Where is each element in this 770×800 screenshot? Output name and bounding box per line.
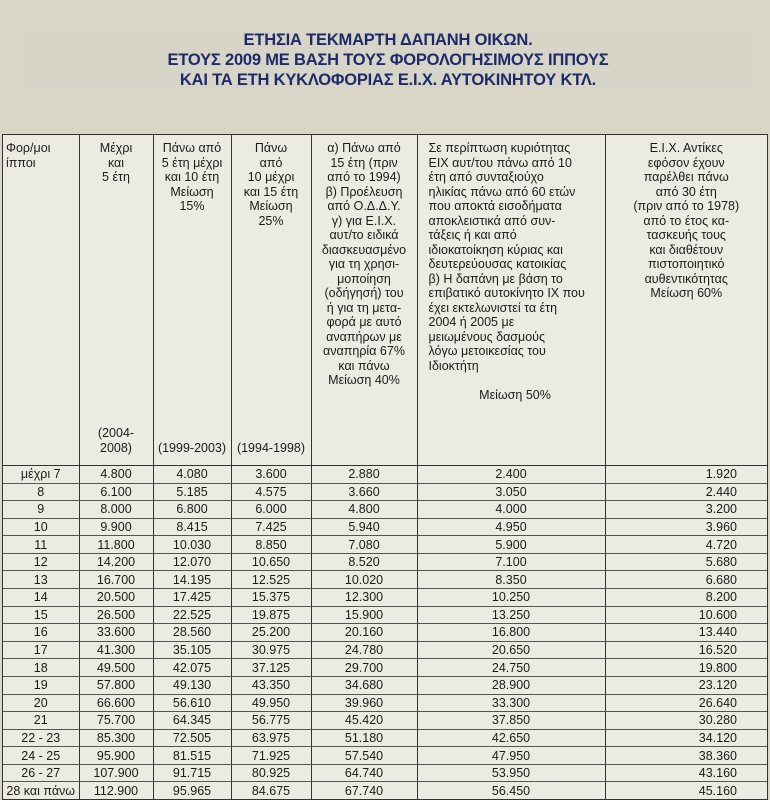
header-line: Ε.Ι.Χ. Αντίκες — [649, 141, 723, 155]
table-row — [3, 501, 767, 519]
value-cell: 34.120 — [605, 729, 767, 747]
value-cell: 57.800 — [79, 676, 153, 694]
value-cell: 64.345 — [153, 712, 231, 730]
value-cell: 33.300 — [417, 694, 605, 712]
horsepower-cell: 14 — [3, 589, 79, 607]
header-line: και πάνω — [338, 358, 390, 373]
value-cell: 24.780 — [311, 641, 417, 659]
header-line: παρέλθει πάνω — [643, 170, 729, 184]
value-cell: 56.775 — [231, 712, 311, 730]
table-row — [3, 483, 767, 501]
horsepower-cell: 21 — [3, 712, 79, 730]
value-cell: 12.525 — [231, 571, 311, 589]
header-line: και διαθέτουν — [649, 242, 724, 257]
header-line: Σε περίπτωση κυριότητας — [428, 141, 571, 155]
value-cell: 63.975 — [231, 729, 311, 747]
value-cell: 10.020 — [311, 571, 417, 589]
table-row — [3, 641, 767, 659]
header-line: Μέχρι — [99, 141, 133, 155]
header-line: β) Προέλευση — [325, 184, 403, 199]
value-cell: 16.700 — [79, 571, 153, 589]
value-cell: 15.375 — [231, 589, 311, 607]
horsepower-cell: 8 — [3, 483, 79, 501]
header-line: ηλικίας πάνω από 60 ετών — [428, 184, 576, 199]
value-cell: 4.720 — [605, 536, 767, 554]
horsepower-cell: 17 — [3, 641, 79, 659]
header-line: 15 έτη (πριν — [330, 155, 398, 170]
title-line-3: ΚΑΙ ΤΑ ΕΤΗ ΚΥΚΛΟΦΟΡΙΑΣ Ε.Ι.Χ. ΑΥΤΟΚΙΝΗΤΟΥ ΚΤΛ. — [179, 71, 597, 89]
value-cell: 84.675 — [231, 782, 311, 799]
value-cell: 4.080 — [153, 466, 231, 484]
value-cell: 81.515 — [153, 747, 231, 765]
horsepower-cell: 13 — [3, 571, 79, 589]
column-header-content — [235, 141, 308, 459]
value-cell: 8.350 — [417, 571, 605, 589]
expenditure-table — [3, 135, 767, 799]
header-line: Φορ/μοι — [6, 141, 51, 155]
value-cell: 8.200 — [605, 589, 767, 607]
horsepower-cell: 22 - 23 — [3, 729, 79, 747]
value-cell: 95.900 — [79, 747, 153, 765]
header-line: Μείωση — [249, 199, 293, 213]
header-line: για τη χρησι- — [328, 257, 400, 271]
column-header-7 — [605, 135, 767, 466]
value-cell: 95.965 — [153, 782, 231, 799]
value-cell: 3.200 — [605, 501, 767, 519]
value-cell: 42.650 — [417, 729, 605, 747]
value-cell: 13.250 — [417, 606, 605, 624]
value-cell: 47.950 — [417, 747, 605, 765]
value-cell: 12.300 — [311, 589, 417, 607]
value-cell: 3.600 — [231, 466, 311, 484]
value-cell: 5.940 — [311, 518, 417, 536]
horsepower-cell: 26 - 27 — [3, 764, 79, 782]
header-line: εφόσον έχουν — [647, 155, 725, 170]
table-row — [3, 694, 767, 712]
header-line: και — [107, 155, 125, 170]
table-row — [3, 659, 767, 677]
value-cell: 6.800 — [153, 501, 231, 519]
value-cell: 6.100 — [79, 483, 153, 501]
header-line: από το 1994) — [327, 170, 401, 184]
column-header-5 — [311, 135, 417, 466]
table-row — [3, 571, 767, 589]
table-row — [3, 782, 767, 799]
column-header-content — [6, 141, 76, 459]
header-line: Μείωση 60% — [650, 286, 723, 300]
header-line: Μείωση 50% — [479, 387, 551, 402]
header-line: έχει εκτελωνιστεί τα έτη — [428, 300, 558, 315]
value-cell: 45.160 — [698, 783, 737, 798]
value-cell: 56.450 — [417, 782, 605, 799]
table-row — [3, 764, 767, 782]
value-cell: 1.920 — [605, 466, 767, 484]
value-cell: 29.700 — [311, 659, 417, 677]
horsepower-cell: 11 — [3, 536, 79, 554]
header-line: από 30 έτη — [655, 184, 717, 199]
horsepower-cell: 12 — [3, 553, 79, 571]
header-line: δευτερεύουσας κατοικίας — [428, 257, 567, 271]
value-cell: 7.080 — [311, 536, 417, 554]
value-cell: 7.425 — [231, 518, 311, 536]
header-line: φορά με αυτό — [326, 315, 402, 329]
header-line: 15% — [179, 199, 205, 213]
value-cell: 49.130 — [153, 676, 231, 694]
header-line — [421, 373, 602, 388]
header-line: αναπηρία 67% — [323, 344, 405, 358]
value-cell: 20.650 — [417, 641, 605, 659]
value-cell: 85.300 — [79, 729, 153, 747]
value-cell: 39.960 — [311, 694, 417, 712]
value-cell: 8.520 — [311, 553, 417, 571]
header-line: (πριν από το 1978) — [633, 199, 740, 213]
table-row — [3, 536, 767, 554]
header-line: αυθεντικότητας — [644, 271, 728, 286]
value-cell: 4.800 — [79, 466, 153, 484]
header-line: Πάνω από — [162, 141, 222, 155]
header-line: έτη από συνταξιούχο — [428, 170, 544, 184]
value-cell: 5.680 — [605, 553, 767, 571]
value-cell: 11.800 — [79, 536, 153, 554]
header-line: και 10 έτη — [164, 170, 220, 184]
table-body — [3, 466, 767, 800]
value-cell: 4.950 — [417, 518, 605, 536]
value-cell: 64.740 — [311, 764, 417, 782]
header-line: μοποίηση — [337, 271, 391, 286]
header-line: α) Πάνω από — [327, 141, 401, 155]
value-cell: 75.700 — [79, 712, 153, 730]
value-cell: 107.900 — [79, 764, 153, 782]
header-line: τάξεις ή και από — [428, 228, 517, 242]
value-cell: 8.415 — [153, 518, 231, 536]
header-line: από — [259, 155, 283, 170]
header-years: (2004-2008) — [97, 426, 135, 455]
header-line: αναπήρων με — [326, 329, 402, 344]
horsepower-cell: 28 και πάνω — [3, 782, 79, 799]
value-cell: 35.105 — [153, 641, 231, 659]
header-line: αυτ/το ειδικά — [329, 228, 399, 242]
column-header-2 — [79, 135, 153, 466]
value-cell: 71.925 — [231, 747, 311, 765]
value-cell: 14.195 — [153, 571, 231, 589]
column-header-content — [83, 141, 150, 459]
value-cell: 53.950 — [417, 764, 605, 782]
header-line: διασκευασμένο — [321, 242, 407, 257]
header-line: λόγω μετοικεσίας του — [428, 344, 546, 358]
table-row — [3, 676, 767, 694]
table-row — [3, 466, 767, 484]
value-cell: 25.200 — [231, 624, 311, 642]
value-cell: 16.800 — [417, 624, 605, 642]
column-header-6 — [417, 135, 605, 466]
column-header-content — [609, 141, 765, 459]
value-cell: 57.540 — [311, 747, 417, 765]
horsepower-cell: 15 — [3, 606, 79, 624]
header-line: γ) για Ε.Ι.Χ. — [331, 213, 397, 228]
header-line: 25% — [258, 213, 284, 228]
value-cell: 4.000 — [417, 501, 605, 519]
value-cell: 91.715 — [153, 764, 231, 782]
value-cell: 6.680 — [605, 571, 767, 589]
table-row — [3, 606, 767, 624]
header-years: (1999-2003) — [157, 440, 227, 455]
value-cell: 20.160 — [311, 624, 417, 642]
header-line: Μείωση — [170, 184, 214, 199]
value-cell: 24.750 — [417, 659, 605, 677]
value-cell: 20.500 — [79, 589, 153, 607]
horsepower-cell: μέχρι 7 — [3, 466, 79, 484]
value-cell: 2.440 — [605, 483, 767, 501]
value-cell: 22.525 — [153, 606, 231, 624]
value-cell: 10.250 — [417, 589, 605, 607]
value-cell: 2.880 — [311, 466, 417, 484]
value-cell: 7.100 — [417, 553, 605, 571]
value-cell: 15.900 — [311, 606, 417, 624]
table-row — [3, 553, 767, 571]
value-cell: 8.850 — [231, 536, 311, 554]
title-line-1: ΕΤΗΣΙΑ ΤΕΚΜΑΡΤΗ ΔΑΠΑΝΗ ΟΙΚΩΝ. — [243, 31, 533, 49]
value-cell: 3.660 — [311, 483, 417, 501]
value-cell: 56.610 — [153, 694, 231, 712]
horsepower-cell: 18 — [3, 659, 79, 677]
value-cell: 17.425 — [153, 589, 231, 607]
value-cell: 72.505 — [153, 729, 231, 747]
header-line: ΕΙΧ αυτ/του πάνω από 10 — [428, 155, 572, 170]
column-header-content — [421, 141, 602, 459]
header-line: ίπποι — [6, 155, 36, 170]
value-cell: 10.650 — [231, 553, 311, 571]
value-cell: 3.050 — [417, 483, 605, 501]
header-years: (1994-1998) — [236, 440, 306, 455]
table-row — [3, 624, 767, 642]
value-cell: 43.350 — [231, 676, 311, 694]
value-cell: 5.900 — [417, 536, 605, 554]
value-cell: 13.440 — [605, 624, 767, 642]
value-cell: 19.800 — [605, 659, 767, 677]
value-cell: 41.300 — [79, 641, 153, 659]
value-cell: 80.925 — [231, 764, 311, 782]
value-cell: 51.180 — [311, 729, 417, 747]
page-title — [18, 30, 758, 90]
horsepower-cell: 9 — [3, 501, 79, 519]
column-header-content — [315, 141, 414, 459]
value-cell: 49.950 — [231, 694, 311, 712]
header-line: και 15 έτη — [243, 184, 299, 199]
header-line: από το έτος κα- — [643, 213, 730, 228]
header-line: 5 έτη μέχρι — [161, 155, 223, 170]
value-cell: 43.160 — [605, 764, 767, 782]
header-line: Πάνω — [254, 141, 288, 155]
value-cell: 12.070 — [153, 553, 231, 571]
header-line: Μείωση 40% — [328, 373, 400, 387]
value-cell: 38.360 — [605, 747, 767, 765]
table-row — [3, 518, 767, 536]
value-cell: 66.600 — [79, 694, 153, 712]
header-line: 5 έτη — [102, 170, 130, 184]
header-line: Ιδιοκτήτη — [428, 358, 479, 373]
header-line: από Ο.Δ.Δ.Υ. — [327, 199, 401, 213]
value-cell: 10.600 — [605, 606, 767, 624]
value-cell: 45.420 — [311, 712, 417, 730]
header-line: (οδήγησή) του — [324, 286, 404, 300]
column-header-content — [157, 141, 228, 459]
value-cell: 8.000 — [79, 501, 153, 519]
value-cell: 4.575 — [231, 483, 311, 501]
value-cell: 42.075 — [153, 659, 231, 677]
table-header-row — [3, 135, 767, 466]
table-row — [3, 747, 767, 765]
value-cell: 26.500 — [79, 606, 153, 624]
value-cell: 4.800 — [311, 501, 417, 519]
value-cell: 34.680 — [311, 676, 417, 694]
value-cell: 23.120 — [605, 676, 767, 694]
value-cell: 33.600 — [79, 624, 153, 642]
table-row — [3, 729, 767, 747]
header-line: τασκευής τους — [646, 228, 726, 242]
value-cell: 28.560 — [153, 624, 231, 642]
value-cell: 28.900 — [417, 676, 605, 694]
value-cell: 5.185 — [153, 483, 231, 501]
value-cell: 9.900 — [79, 518, 153, 536]
value-cell: 30.280 — [605, 712, 767, 730]
value-cell: 2.400 — [417, 466, 605, 484]
header-line: ιδιοκατοίκηση κύριας και — [428, 242, 563, 257]
value-cell: 10.030 — [153, 536, 231, 554]
horsepower-cell: 19 — [3, 676, 79, 694]
value-cell: 3.960 — [605, 518, 767, 536]
header-line: 2004 ή 2005 με — [428, 315, 515, 329]
header-line: β) Η δαπάνη με βάση το — [428, 271, 563, 286]
expenditure-table-panel — [2, 134, 768, 800]
header-line: μειωμένους δασμούς — [428, 329, 546, 344]
horsepower-cell: 10 — [3, 518, 79, 536]
header-line: πιστοποιητικό — [647, 257, 725, 271]
title-line-2: ΕΤΟΥΣ 2009 ΜΕ ΒΑΣΗ ΤΟΥΣ ΦΟΡΟΛΟΓΗΣΙΜΟΥΣ ΙΠΠΟΥΣ — [167, 51, 609, 69]
column-header-3 — [153, 135, 231, 466]
value-cell: 112.900 — [79, 782, 153, 799]
value-cell: 67.740 — [311, 782, 417, 799]
value-cell: 14.200 — [79, 553, 153, 571]
horsepower-cell: 16 — [3, 624, 79, 642]
value-cell: 37.125 — [231, 659, 311, 677]
value-cell: 30.975 — [231, 641, 311, 659]
table-row — [3, 712, 767, 730]
value-cell: 19.875 — [231, 606, 311, 624]
header-line: 10 μέχρι — [247, 170, 295, 184]
value-cell: 26.640 — [605, 694, 767, 712]
table-row — [3, 589, 767, 607]
header-line: ή για τη μετα- — [326, 300, 402, 315]
horsepower-cell: 24 - 25 — [3, 747, 79, 765]
value-cell: 16.520 — [605, 641, 767, 659]
value-cell: 37.850 — [417, 712, 605, 730]
value-cell: 49.500 — [79, 659, 153, 677]
header-line: που αποκτά εισοδήματα — [428, 199, 562, 213]
header-line: επιβατικό αυτοκίνητο ΙΧ που — [428, 286, 585, 300]
column-header-1 — [3, 135, 79, 466]
column-header-4 — [231, 135, 311, 466]
header-line: αποκλειστικά από συν- — [428, 213, 556, 228]
value-cell: 6.000 — [231, 501, 311, 519]
horsepower-cell: 20 — [3, 694, 79, 712]
